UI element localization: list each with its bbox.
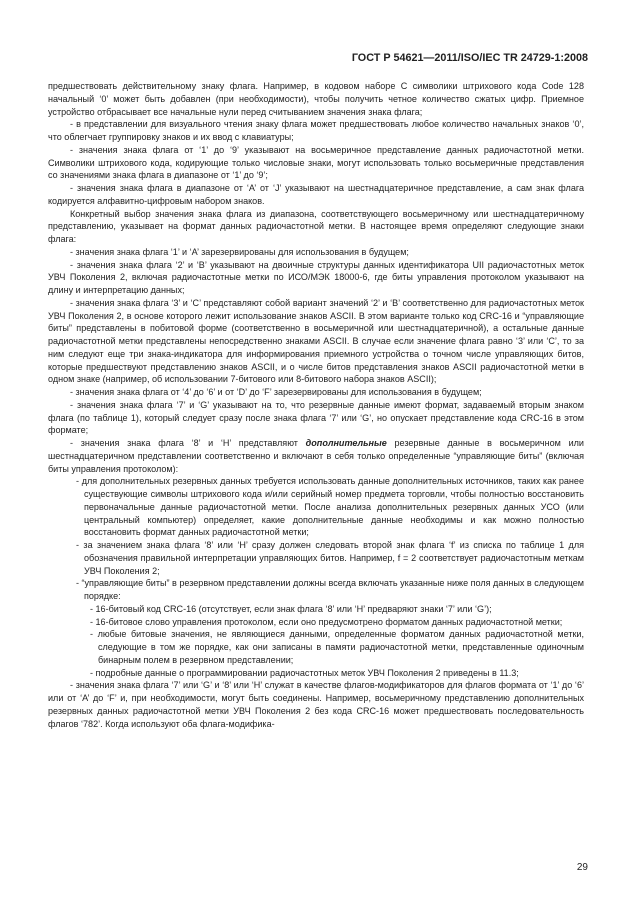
paragraph: предшествовать действительному знаку флага. Например, в кодовом наборе С символики штрихового кода Code 128 начальный ‘0’ может быть добавлен (при необходимости), чтобы получить четное количество сжатых цифр. Приемное устройство отбрасывает все начальные нули перед считыванием значения знака флага;: [48, 81, 584, 117]
paragraph: Конкретный выбор значения знака флага из диапазона, соответствующего восьмеричному или шестнадцатеричному представлению, указывает на формат данных радиочастотной метки. В настоящее время определяют следующие знаки флага:: [48, 208, 584, 244]
list-item: - значения знака флага от ‘4’ до ‘6’ и от ‘D’ до ‘F’ зарезервированы для использования в будущем;: [70, 387, 482, 397]
list-item: - значения знака флага ‘1’ и ‘A’ зарезервированы для использования в будущем;: [70, 246, 409, 257]
list-item: - значения знака флага ‘7’ или ‘G’ и ‘8’ или ‘H’ служат в качестве флагов-модификаторов для флагов формата от ‘1’ до ‘6’ или от ‘A’ до ‘F’ и, при необходимости, могут быть соединены. Например, восьмеричному представлению дополнительных резервных данных радиочастотной метки УВЧ Поколения 2 без кода CRC-16 может предшествовать последовательность флагов ‘782’. Когда используют оба флага-модифика-: [48, 680, 584, 729]
sub-sub-list-item: - подробные данные о программировании радиочастотных меток УВЧ Поколения 2 приведены в 11.3;: [90, 667, 519, 678]
standard-header: ГОСТ Р 54621—2011/ISO/IEC TR 24729-1:2008: [351, 52, 588, 64]
list-item: - значения знака флага ‘2’ и ‘B’ указывают на двоичные структуры данных идентификатора UII радиочастотных меток УВЧ Поколения 2, включая радиочастотные метки по ИСО/МЭК 18000-6, где биты управления протоколом указывают на длину и интерпретацию данных;: [48, 259, 584, 295]
list-item: - значения знака флага от ‘1’ до ‘9’ указывают на восьмеричное представление данных радиочастотной метки. Символики штрихового кода, кодирующие только числовые знаки, могут использовать только восьмеричные представления со значениями знака флага в диапазоне от ‘1’ до ‘9’;: [48, 144, 584, 181]
list-item: - значения знака флага в диапазоне от ‘A’ от ‘J’ указывают на шестнадцатеричное представление, а сам знак флага кодируется алфавитно-цифровым набором знаков.: [48, 183, 584, 206]
sub-list-item: - “управляющие биты” в резервном представлении должны всегда включать указанные ниже поля данных в следующем порядке:: [76, 578, 585, 601]
list-item: - значения знака флага ‘3’ и ‘C’ представляют собой вариант значений ‘2’ и ‘B’ соответственно для радиочастотных меток УВЧ Поколения 2, в основе которого лежит использование знаков ASCII. В этом варианте только код CRC-16 и “управляющие биты” представлены в побитовой форме (соответственно в восьмеричной или шестнадцатеричной), а остальные данные радиочастотной метки представлены непосредственно знаками ASCII. В случае если значение флага равно ‘3’ или ‘C’, то за ним следуют еще три знака-индикатора для информирования приемного устройства о точном числе управляющих битов, которые предшествуют представлению знаков ASCII, и о числе битов представления знаков ASCII радиочастотной метки в одном знаке (например, об использовании 7-битового или 8-битового набора знаков ASCII);: [48, 297, 584, 385]
sub-sub-list-item: - любые битовые значения, не являющиеся данными, определенные форматом данных радиочастотной метки, следующие в том же порядке, как они записаны в памяти радиочастотной метки, представленные одиночным бинарным полем в резервном представлении;: [90, 629, 584, 665]
body-text: [48, 80, 584, 730]
text-run: резервные данные в восьмеричном или шестнадцатеричном представлении соответственно и включают в себя только определенные “управляющие биты” (включая биты управления протоколом):: [48, 438, 584, 474]
sub-list-item: - за значением знака флага ‘8’ или ‘H’ сразу должен следовать второй знак флага ‘f’ из списка по таблице 1 для обозначения правильной интерпретации управляющих битов. Например, f = 2 соответствует радиочастотным меткам УВЧ Поколения 2;: [76, 540, 584, 576]
emphasis-text: дополнительные: [305, 438, 387, 448]
list-item-emphasis: [48, 437, 584, 475]
list-item: - значения знака флага ‘7’ и ‘G’ указывают на то, что резервные данные имеют формат, задаваемый вторым знаком флага (по таблице 1), который следует сразу после знака флага ‘7’ или ‘G’, но опускает представление кода CRC-16 в этом формате;: [48, 399, 584, 436]
sub-sub-list-item: - 16-битовое слово управления протоколом, если оно предусмотрено форматом данных радиочастотной метки;: [90, 616, 563, 627]
text-run: - значения знака флага ‘8’ и ‘H’ представляют: [70, 438, 306, 448]
sub-sub-list-item: - 16-битовый код CRC-16 (отсутствует, если знак флага ‘8’ или ‘H’ предваряют знаки ‘7’ или ‘G’);: [90, 603, 492, 614]
sub-list-item: - для дополнительных резервных данных требуется использовать данные дополнительных источников, таких как ранее существующие символы штрихового кода и/или серийный номер предмета торговли, чтобы полностью восстановить первоначальные данные радиочастотной метки. После анализа дополнительных резервных данных УСО (или центральный компьютер) определяет, какие дополнительные данные необходимы и как можно полностью восстановить формат данных радиочастотной метки;: [76, 476, 584, 538]
list-item: - в представлении для визуального чтения знаку флага может предшествовать любое количество начальных знаков ‘0’, что облегчает группировку знаков и их ввод с клавиатуры;: [48, 119, 584, 142]
page-number: 29: [576, 862, 588, 873]
